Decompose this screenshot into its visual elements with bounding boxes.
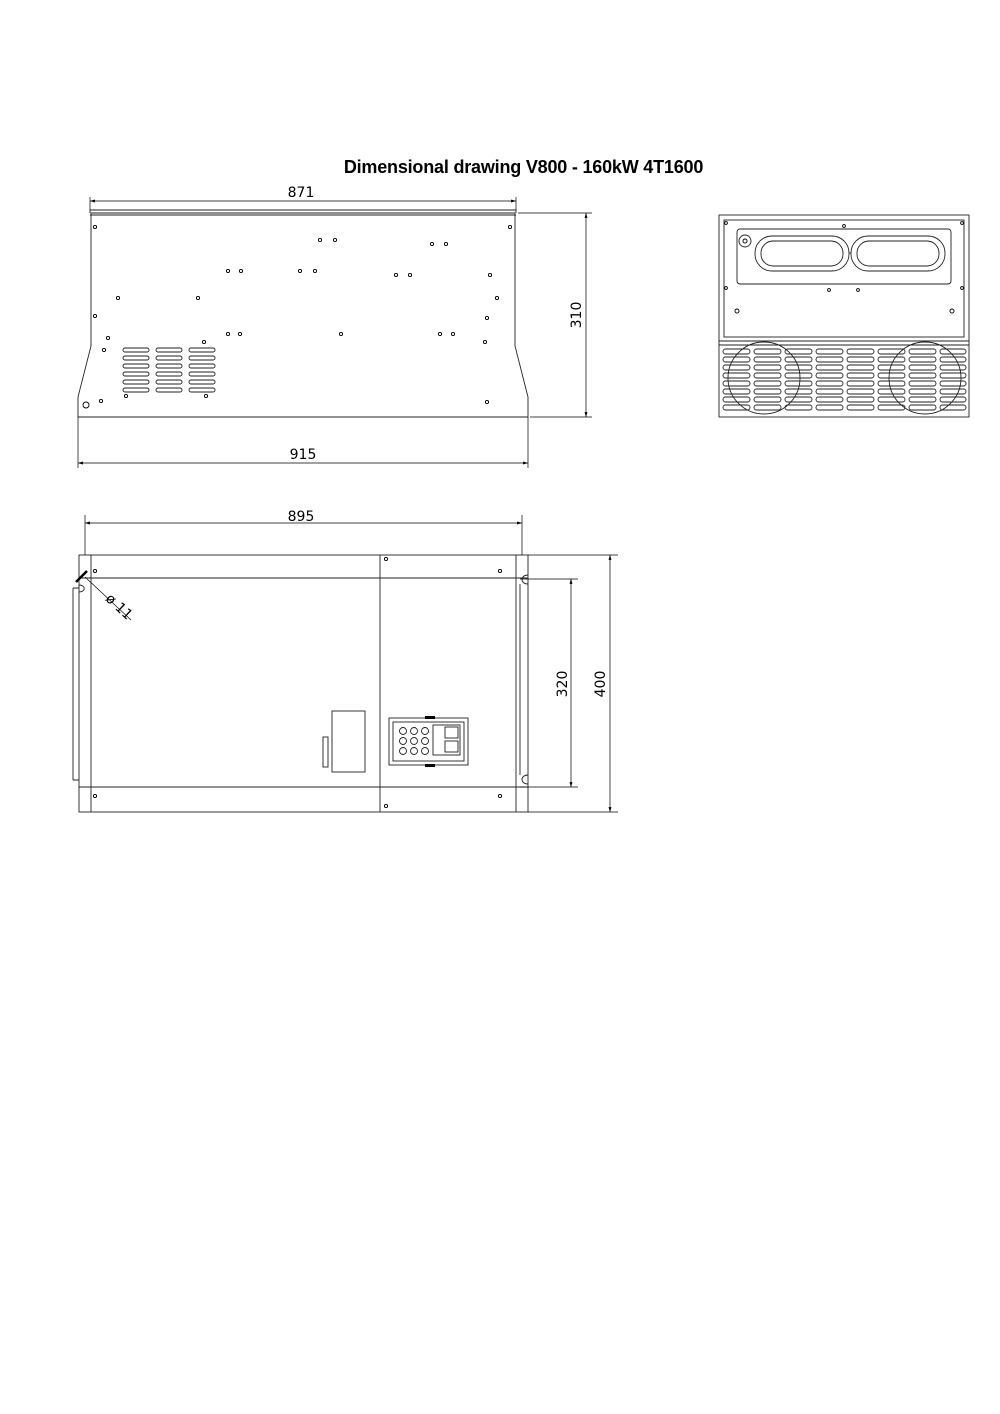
side-view xyxy=(78,185,592,468)
dim-871-label: 871 xyxy=(287,185,315,201)
front-mounting-holes xyxy=(725,222,964,313)
dim-400-label: 400 xyxy=(593,670,609,698)
side-mounting-holes xyxy=(83,225,512,408)
front-view xyxy=(719,215,969,417)
dim-320 xyxy=(520,579,578,787)
top-mounting-holes xyxy=(93,557,501,807)
top-view xyxy=(73,509,618,812)
dim-871 xyxy=(90,185,516,210)
dim-320-label: 320 xyxy=(555,670,571,698)
dim-915 xyxy=(78,417,528,468)
side-view-outline xyxy=(78,210,528,417)
front-vent-grille xyxy=(723,342,966,414)
fan-window-left xyxy=(755,236,849,271)
side-vent-grille xyxy=(123,348,215,392)
dim-895-label: 895 xyxy=(287,509,315,525)
dim-400 xyxy=(528,555,618,812)
hole-diameter-label: ø 11 xyxy=(101,590,136,624)
dim-915-label: 915 xyxy=(289,447,317,463)
keypad-panel xyxy=(389,716,468,767)
dim-310 xyxy=(518,213,592,417)
dim-895 xyxy=(85,509,522,555)
fan-window-right xyxy=(851,236,945,271)
dim-310-label: 310 xyxy=(569,301,585,329)
hole-diameter-callout xyxy=(76,571,135,623)
top-enclosure-box xyxy=(323,711,365,772)
drawing-title: Dimensional drawing V800 - 160kW 4T1600 xyxy=(343,157,704,177)
